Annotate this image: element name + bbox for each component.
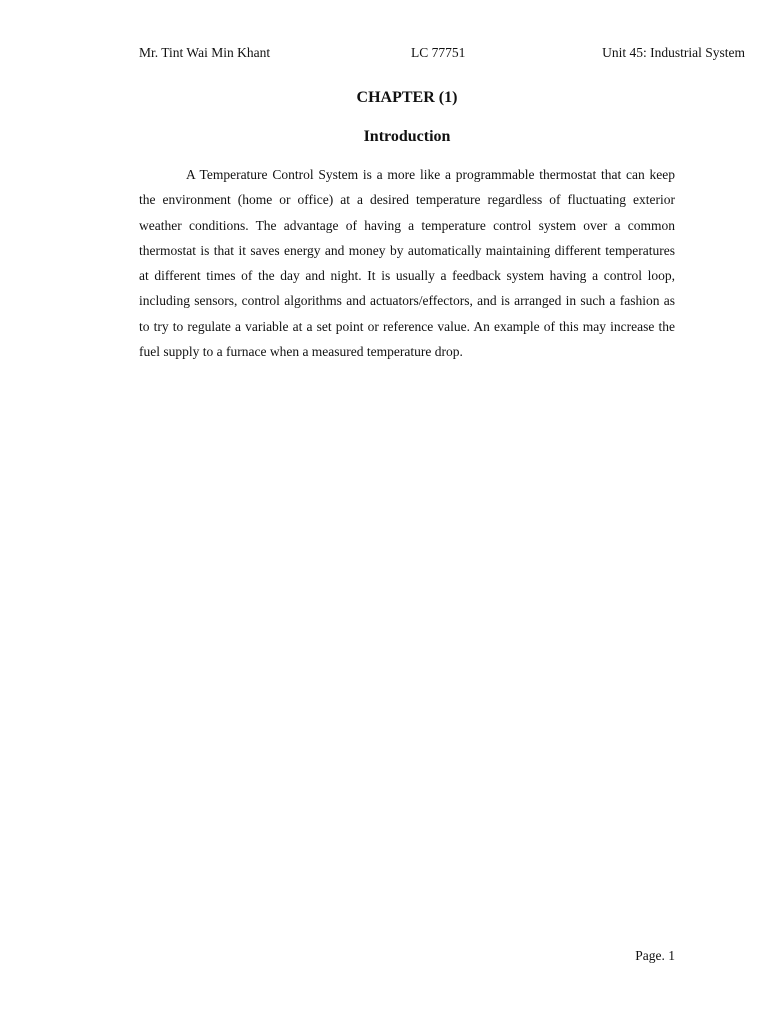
section-heading: Introduction [363,128,451,145]
header-author: Mr. Tint Wai Min Khant [139,45,271,60]
chapter-heading: CHAPTER (1) [356,89,458,106]
page-number: Page. 1 [635,948,675,963]
page-header [139,44,745,62]
header-course-code: LC 77751 [411,45,466,60]
introduction-paragraph: A Temperature Control System is a more like a programmable thermostat that can keep the environment (home or office) at a desired temperature regardless of fluctuating exterior weather conditions. The advantage of having a temperature control system over a common thermostat is that it saves energy and money by automatically maintaining different temperatures at different times of the day and night. It is usually a feedback system having a control loop, including sensors, control algorithms and actuators/effectors, and is arranged in such a fashion as to try to regulate a variable at a set point or reference value. An example of this may increase the fuel supply to a furnace when a measured temperature drop. [139,167,675,360]
header-unit: Unit 45: Industrial System [602,45,745,60]
